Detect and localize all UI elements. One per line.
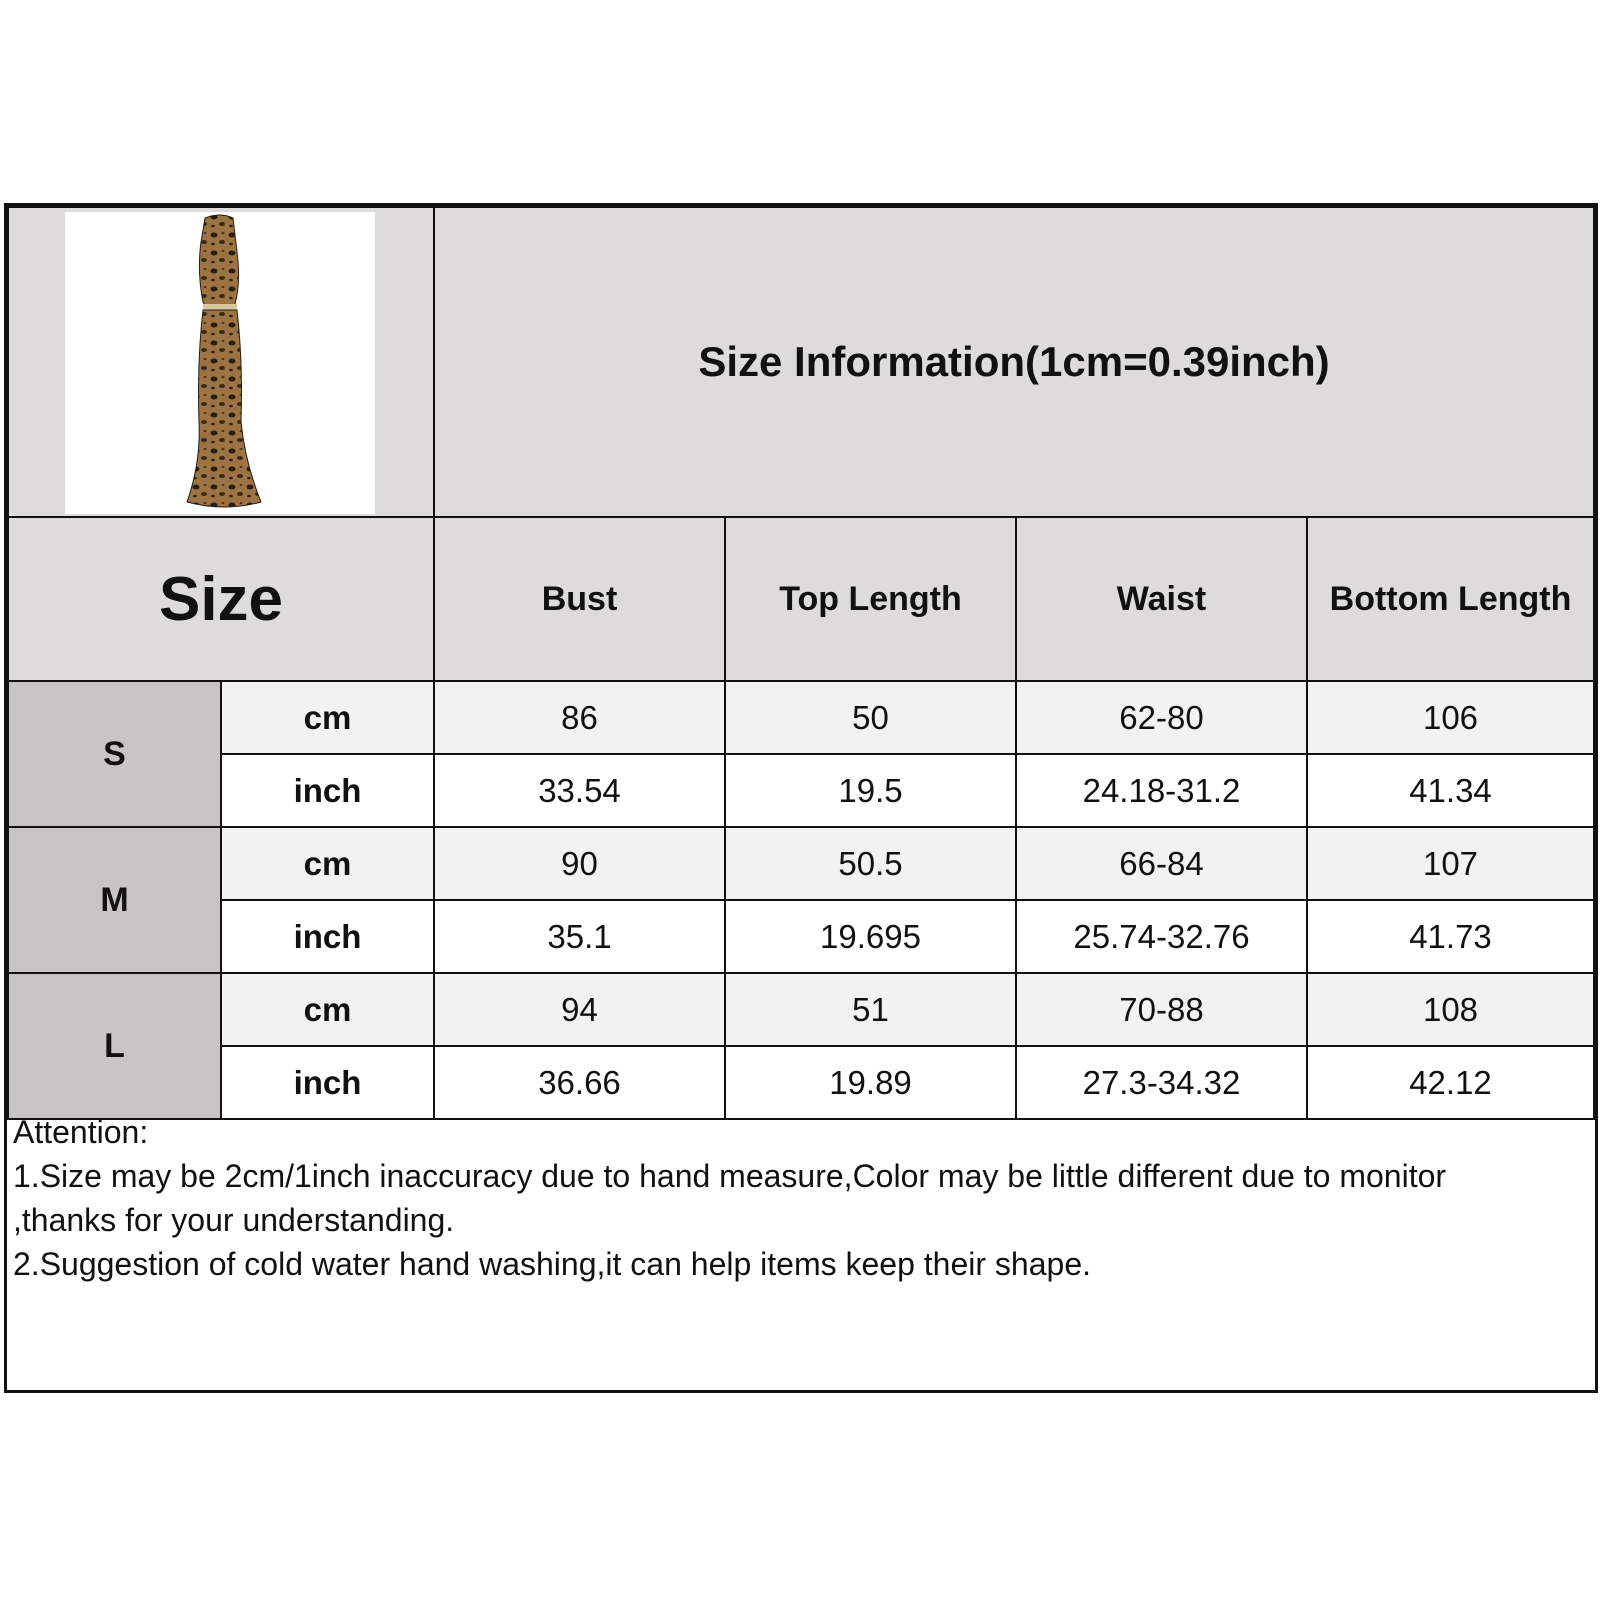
table-cell: 33.54 bbox=[433, 753, 726, 828]
table-cell: 42.12 bbox=[1306, 1045, 1595, 1120]
table-cell: 94 bbox=[433, 972, 726, 1047]
table-cell: 41.34 bbox=[1306, 753, 1595, 828]
table-cell: 51 bbox=[724, 972, 1017, 1047]
attention-line-1: 1.Size may be 2cm/1inch inaccuracy due to hand measure,Color may be little different due to monitor bbox=[13, 1158, 1447, 1194]
table-cell: 41.73 bbox=[1306, 899, 1595, 974]
table-cell: 19.695 bbox=[724, 899, 1017, 974]
size-m-label: M bbox=[7, 826, 222, 974]
table-cell: 50.5 bbox=[724, 826, 1017, 901]
column-header-waist: Waist bbox=[1015, 516, 1308, 682]
table-cell: 90 bbox=[433, 826, 726, 901]
table-cell: 66-84 bbox=[1015, 826, 1308, 901]
table-cell: 62-80 bbox=[1015, 680, 1308, 755]
unit-label: inch bbox=[220, 899, 435, 974]
attention-line-2: ,thanks for your understanding. bbox=[13, 1202, 455, 1238]
product-image-frame bbox=[65, 212, 375, 514]
column-header-bottom-length: Bottom Length bbox=[1306, 516, 1595, 682]
unit-label: cm bbox=[220, 680, 435, 755]
table-cell: 36.66 bbox=[433, 1045, 726, 1120]
chart-title: Size Information(1cm=0.39inch) bbox=[433, 206, 1595, 518]
unit-label: cm bbox=[220, 972, 435, 1047]
attention-notes bbox=[7, 1106, 1595, 1390]
table-cell: 70-88 bbox=[1015, 972, 1308, 1047]
table-cell: 35.1 bbox=[433, 899, 726, 974]
table-cell: 106 bbox=[1306, 680, 1595, 755]
leopard-dress-image bbox=[65, 212, 375, 514]
size-l-label: L bbox=[7, 972, 222, 1120]
table-cell: 19.5 bbox=[724, 753, 1017, 828]
column-header-bust: Bust bbox=[433, 516, 726, 682]
product-image-cell bbox=[7, 206, 435, 518]
size-s-label: S bbox=[7, 680, 222, 828]
attention-line-3: 2.Suggestion of cold water hand washing,it can help items keep their shape. bbox=[13, 1246, 1091, 1282]
table-cell: 50 bbox=[724, 680, 1017, 755]
unit-label: inch bbox=[220, 1045, 435, 1120]
table-cell: 27.3-34.32 bbox=[1015, 1045, 1308, 1120]
table-cell: 108 bbox=[1306, 972, 1595, 1047]
size-header: Size bbox=[7, 516, 435, 682]
table-cell: 24.18-31.2 bbox=[1015, 753, 1308, 828]
table-cell: 107 bbox=[1306, 826, 1595, 901]
table-cell: 86 bbox=[433, 680, 726, 755]
column-header-top-length: Top Length bbox=[724, 516, 1017, 682]
table-cell: 19.89 bbox=[724, 1045, 1017, 1120]
attention-heading: Attention: bbox=[13, 1114, 149, 1150]
table-cell: 25.74-32.76 bbox=[1015, 899, 1308, 974]
unit-label: cm bbox=[220, 826, 435, 901]
unit-label: inch bbox=[220, 753, 435, 828]
size-chart bbox=[4, 203, 1598, 1393]
